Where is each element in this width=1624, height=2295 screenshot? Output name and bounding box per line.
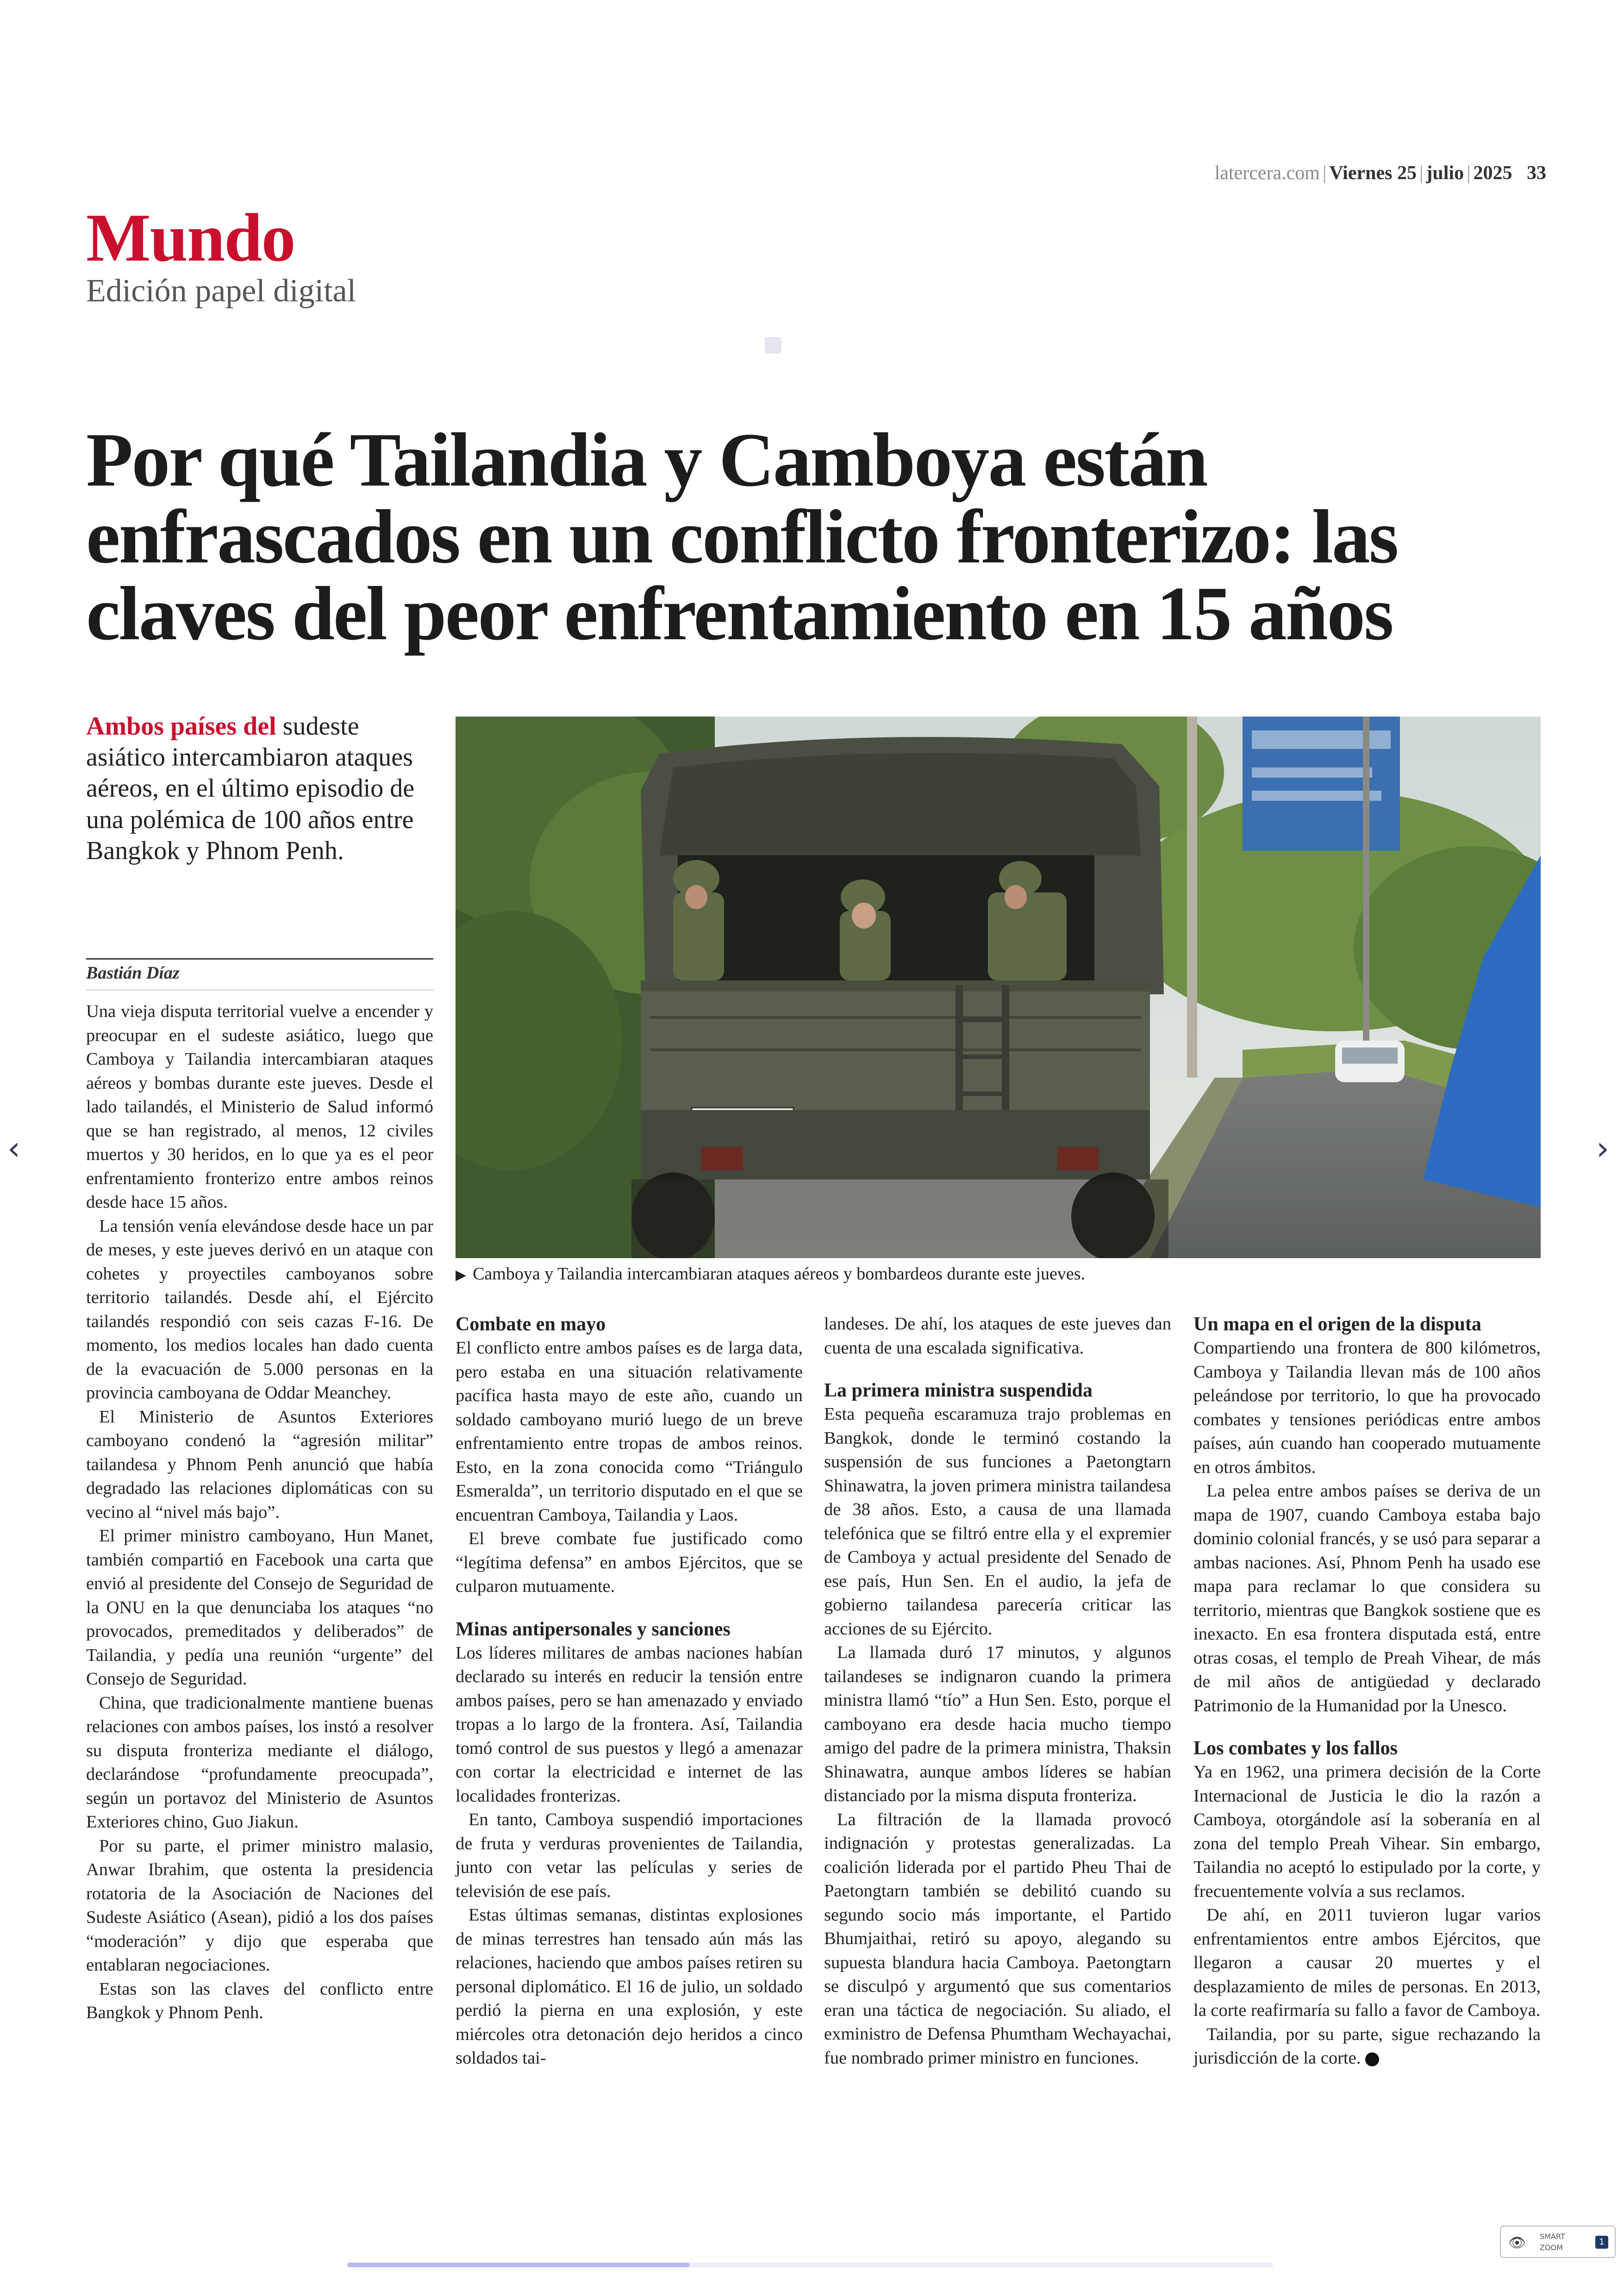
paragraph: Los líderes militares de ambas naciones habían declarado su interés en reducir la tensión entre ambos países, pero se han amenazado y enviado tropas a lo largo de la frontera. Así, Tailandia tomó control de sus puestos y llegó a amenazar con cortar la electricidad e internet de las localidades fronterizas. xyxy=(456,1643,803,1806)
paragraph: Estas últimas semanas, distintas explosiones de minas terrestres han tensado aún más las relaciones, haciendo que ambos países retiren su personal diplomático. El 16 de julio, un soldado perdió la pierna en una explosión, y este miércoles otra detonación dejo heridos a cinco soldados tai- xyxy=(456,1905,803,2068)
paragraph: El primer ministro camboyano, Hun Manet, también compartió en Facebook una carta que envió al presidente del Consejo de Seguridad de la ONU en la que denunciaba los ataques “no provocados, premeditados y deliberados” de Tailandia, y pedía una reunión “urgente” del Consejo de Seguridad. xyxy=(86,1526,433,1689)
paragraph: De ahí, en 2011 tuvieron lugar varios enfrentamientos entre ambos Ejércitos, que llegaron a causar 20 muertes y el desplazamiento de miles de personas. En 2013, la corte reafirmaría su fallo a favor de Camboya. xyxy=(1193,1905,1541,2020)
military-truck-photo xyxy=(456,717,1541,1258)
article-headline: Por qué Tailandia y Camboya están enfrascados en un conflicto fronterizo: las claves del peor enfrentamiento en 15 años xyxy=(86,417,1398,656)
byline: Bastián Díaz xyxy=(86,963,180,983)
lead-text: sudeste asiático intercambiaron ataques aéreos, en el último episodio de una polémica de 100 años entre Bangkok y Phnom Penh. xyxy=(86,712,415,865)
byline-rule xyxy=(86,958,433,960)
paragraph-final xyxy=(1193,2023,1541,2070)
site-name: latercera.com xyxy=(1214,162,1320,184)
paragraph: El breve combate fue justificado como “legítima defensa” en ambos Ejércitos, que se culparon mutuamente. xyxy=(456,1529,803,1596)
page-number: 33 xyxy=(1527,162,1546,184)
caption-text: Camboya y Tailandia intercambiaran ataques aéreos y bombardeos durante este jueves. xyxy=(473,1264,1086,1284)
caption-arrow-icon: ▶ xyxy=(456,1267,467,1283)
paragraph: La llamada duró 17 minutos, y algunos tailandeses se indignaron cuando la primera ministra llamó “tío” a Hun Sen. Esto, porque el camboyano era desde hacia mucho tiempo amigo del padre de la primera ministra, Thaksin Shinawatra, aunque ambos líderes se habían distanciado por la misma disputa fronteriza. xyxy=(824,1643,1171,1805)
paragraph: La pelea entre ambos países se deriva de un mapa de 1907, cuando Camboya estaba bajo dominio colonial francés, y se usó para separar a ambas naciones. Así, Phnom Penh ha usado ese mapa para reclamar lo que considera su territorio, mientras que Bangkok sostiene que es inexacto. En esa frontera disputada está, entre otras cosas, el templo de Preah Vihear, de más de mil años de antigüedad y declarado Patrimonio de la Humanidad por la Unesco. xyxy=(1193,1481,1541,1715)
paragraph: Ya en 1962, una primera decisión de la Corte Internacional de Justicia le dio la razón a Camboya, otorgándole así la soberanía en al zona del templo Preah Vihear. Sin embargo, Tailandia no aceptó lo estipulado por la corte, y frecuentemente volvía a sus reclamos. xyxy=(1193,1762,1541,1901)
paragraph: Por su parte, el primer ministro malasio, Anwar Ibrahim, que ostenta la presidencia rotatoria de la Asociación de Naciones del Sudeste Asiático (Asean), pidió a los dos países “moderación” y dijo que esperaba que entablaran negociaciones. xyxy=(86,1836,433,1975)
smart-zoom-button[interactable] xyxy=(1500,2226,1616,2258)
page-progress-fill xyxy=(347,2263,690,2267)
end-mark-icon xyxy=(1365,2052,1379,2066)
article-column-2 xyxy=(456,1312,803,2070)
photo-caption xyxy=(456,1264,1541,1284)
subheading: Minas antipersonales y sanciones xyxy=(456,1618,731,1640)
page-header-meta: latercera.com | Viernes 25 | julio | 2025 33 xyxy=(1214,162,1546,184)
section-subtitle: Edición papel digital xyxy=(86,273,356,309)
header-day: Viernes 25 xyxy=(1329,162,1417,184)
smart-zoom-badge: 1 xyxy=(1595,2236,1608,2249)
page-progress-bar[interactable] xyxy=(347,2263,1273,2267)
paragraph: China, que tradicionalmente mantiene buenas relaciones con ambos países, los instó a resolver su disputa fronteriza mediante el diálogo, declarándose “profundamente preocupada”, según un portavoz del Ministerio de Asuntos Exteriores chino, Guo Jiakun. xyxy=(86,1693,433,1832)
article-photo xyxy=(456,717,1541,1258)
paragraph: La filtración de la llamada provocó indignación y protestas generalizadas. La coalición liderada por el partido Pheu Thai de Paetongtarn también se debilitó cuando su segundo socio más importante, el Partido Bhumjaithai, retiró su apoyo, alegando su supuesta blandura hacia Camboya. Paetongtarn se disculpó y argumentó que sus comentarios eran una táctica de negociación. Su aliado, el exministro de Defensa Phumtham Wechayachai, fue nombrado primer ministro en funciones. xyxy=(824,1809,1171,2068)
paragraph: La tensión venía elevándose desde hace un par de meses, y este jueves derivó en un ataque con cohetes y proyectiles camboyanos sobre territorio tailandés. Desde ahí, el Ejército tailandés respondió con seis cazas F-16. De momento, los medios locales han dado cuenta de la evacuación de 5.000 personas en la provincia camboyana de Oddar Meanchey. xyxy=(86,1216,433,1403)
lead-highlight: Ambos países del xyxy=(86,712,276,741)
final-text: Tailandia, por su parte, sigue rechazando la jurisdicción de la corte. xyxy=(1193,2024,1541,2068)
subheading: Un mapa en el origen de la disputa xyxy=(1193,1314,1481,1335)
smart-zoom-label: SMART ZOOM xyxy=(1540,2232,1565,2252)
header-month: julio xyxy=(1426,162,1464,184)
article-lead xyxy=(86,711,438,867)
paragraph: El conflicto entre ambos países es de larga data, pero estaba en una situación relativamente pacífica hasta mayo de este año, cuando un soldado camboyano murió luego de un breve enfrentamiento entre tropas de ambos reinos. Esto, en la zona conocida como “Triángulo Esmeralda”, un territorio disputado en el que se encuentran Camboya, Tailandia y Laos. xyxy=(456,1338,803,1525)
eye-icon: 👁 xyxy=(1508,2235,1526,2251)
article-column-3 xyxy=(824,1312,1171,2070)
subheading: Los combates y los fallos xyxy=(1193,1738,1398,1759)
paragraph: El Ministerio de Asuntos Exteriores camboyano condenó la “agresión militar” tailandesa y Phnom Penh anunció que había degradado las relaciones diplomáticas con su vecino al “nivel más bajo”. xyxy=(86,1407,433,1522)
header-year: 2025 xyxy=(1473,162,1512,184)
paragraph: landeses. De ahí, los ataques de este jueves dan cuenta de una escalada significativa. xyxy=(824,1314,1171,1358)
page-marker-icon xyxy=(765,337,781,354)
paragraph: Esta pequeña escaramuza trajo problemas en Bangkok, donde le terminó costando la suspensión de sus funciones a Paetongtarn Shinawatra, la joven primera ministra tailandesa de 38 años. Esto, a causa de una llamada telefónica que se filtró entre ella y el expremier de Camboya y actual presidente del Senado de ese país, Hun Sen. En el audio, la jefa de gobierno tailandesa parecería criticar las acciones de su Ejército. xyxy=(824,1404,1171,1639)
article-column-4 xyxy=(1193,1312,1541,2070)
subheading: Combate en mayo xyxy=(456,1314,606,1335)
section-title: Mundo xyxy=(86,200,295,276)
paragraph: En tanto, Camboya suspendió importaciones de fruta y verduras provenientes de Tailandia, junto con vetar las películas y series de televisión de ese país. xyxy=(456,1810,803,1901)
chevron-right-icon[interactable]: › xyxy=(1596,1129,1609,1167)
paragraph: Compartiendo una frontera de 800 kilómetros, Camboya y Tailandia llevan más de 100 años peleándose por territorio, lo que ha provocado combates y tensiones periódicas entre ambos países, aún cuando han cooperado mutuamente en otros ámbitos. xyxy=(1193,1338,1541,1477)
article-column-1 xyxy=(86,1000,433,2025)
subheading: La primera ministra suspendida xyxy=(824,1380,1093,1401)
chevron-left-icon[interactable]: ‹ xyxy=(7,1129,20,1167)
paragraph: Una vieja disputa territorial vuelve a encender y preocupar en el sudeste asiático, luego que Camboya y Tailandia intercambiaran ataques aéreos y bombas durante este jueves. Desde el lado tailandés, el Ministerio de Salud informó que se han registrado, al menos, 12 civiles muertos y 30 heridos, en lo que ya es el peor enfrentamiento fronterizo entre ambos reinos desde hace 15 años. xyxy=(86,1002,433,1212)
paragraph: Estas son las claves del conflicto entre Bangkok y Phnom Penh. xyxy=(86,1979,433,2022)
